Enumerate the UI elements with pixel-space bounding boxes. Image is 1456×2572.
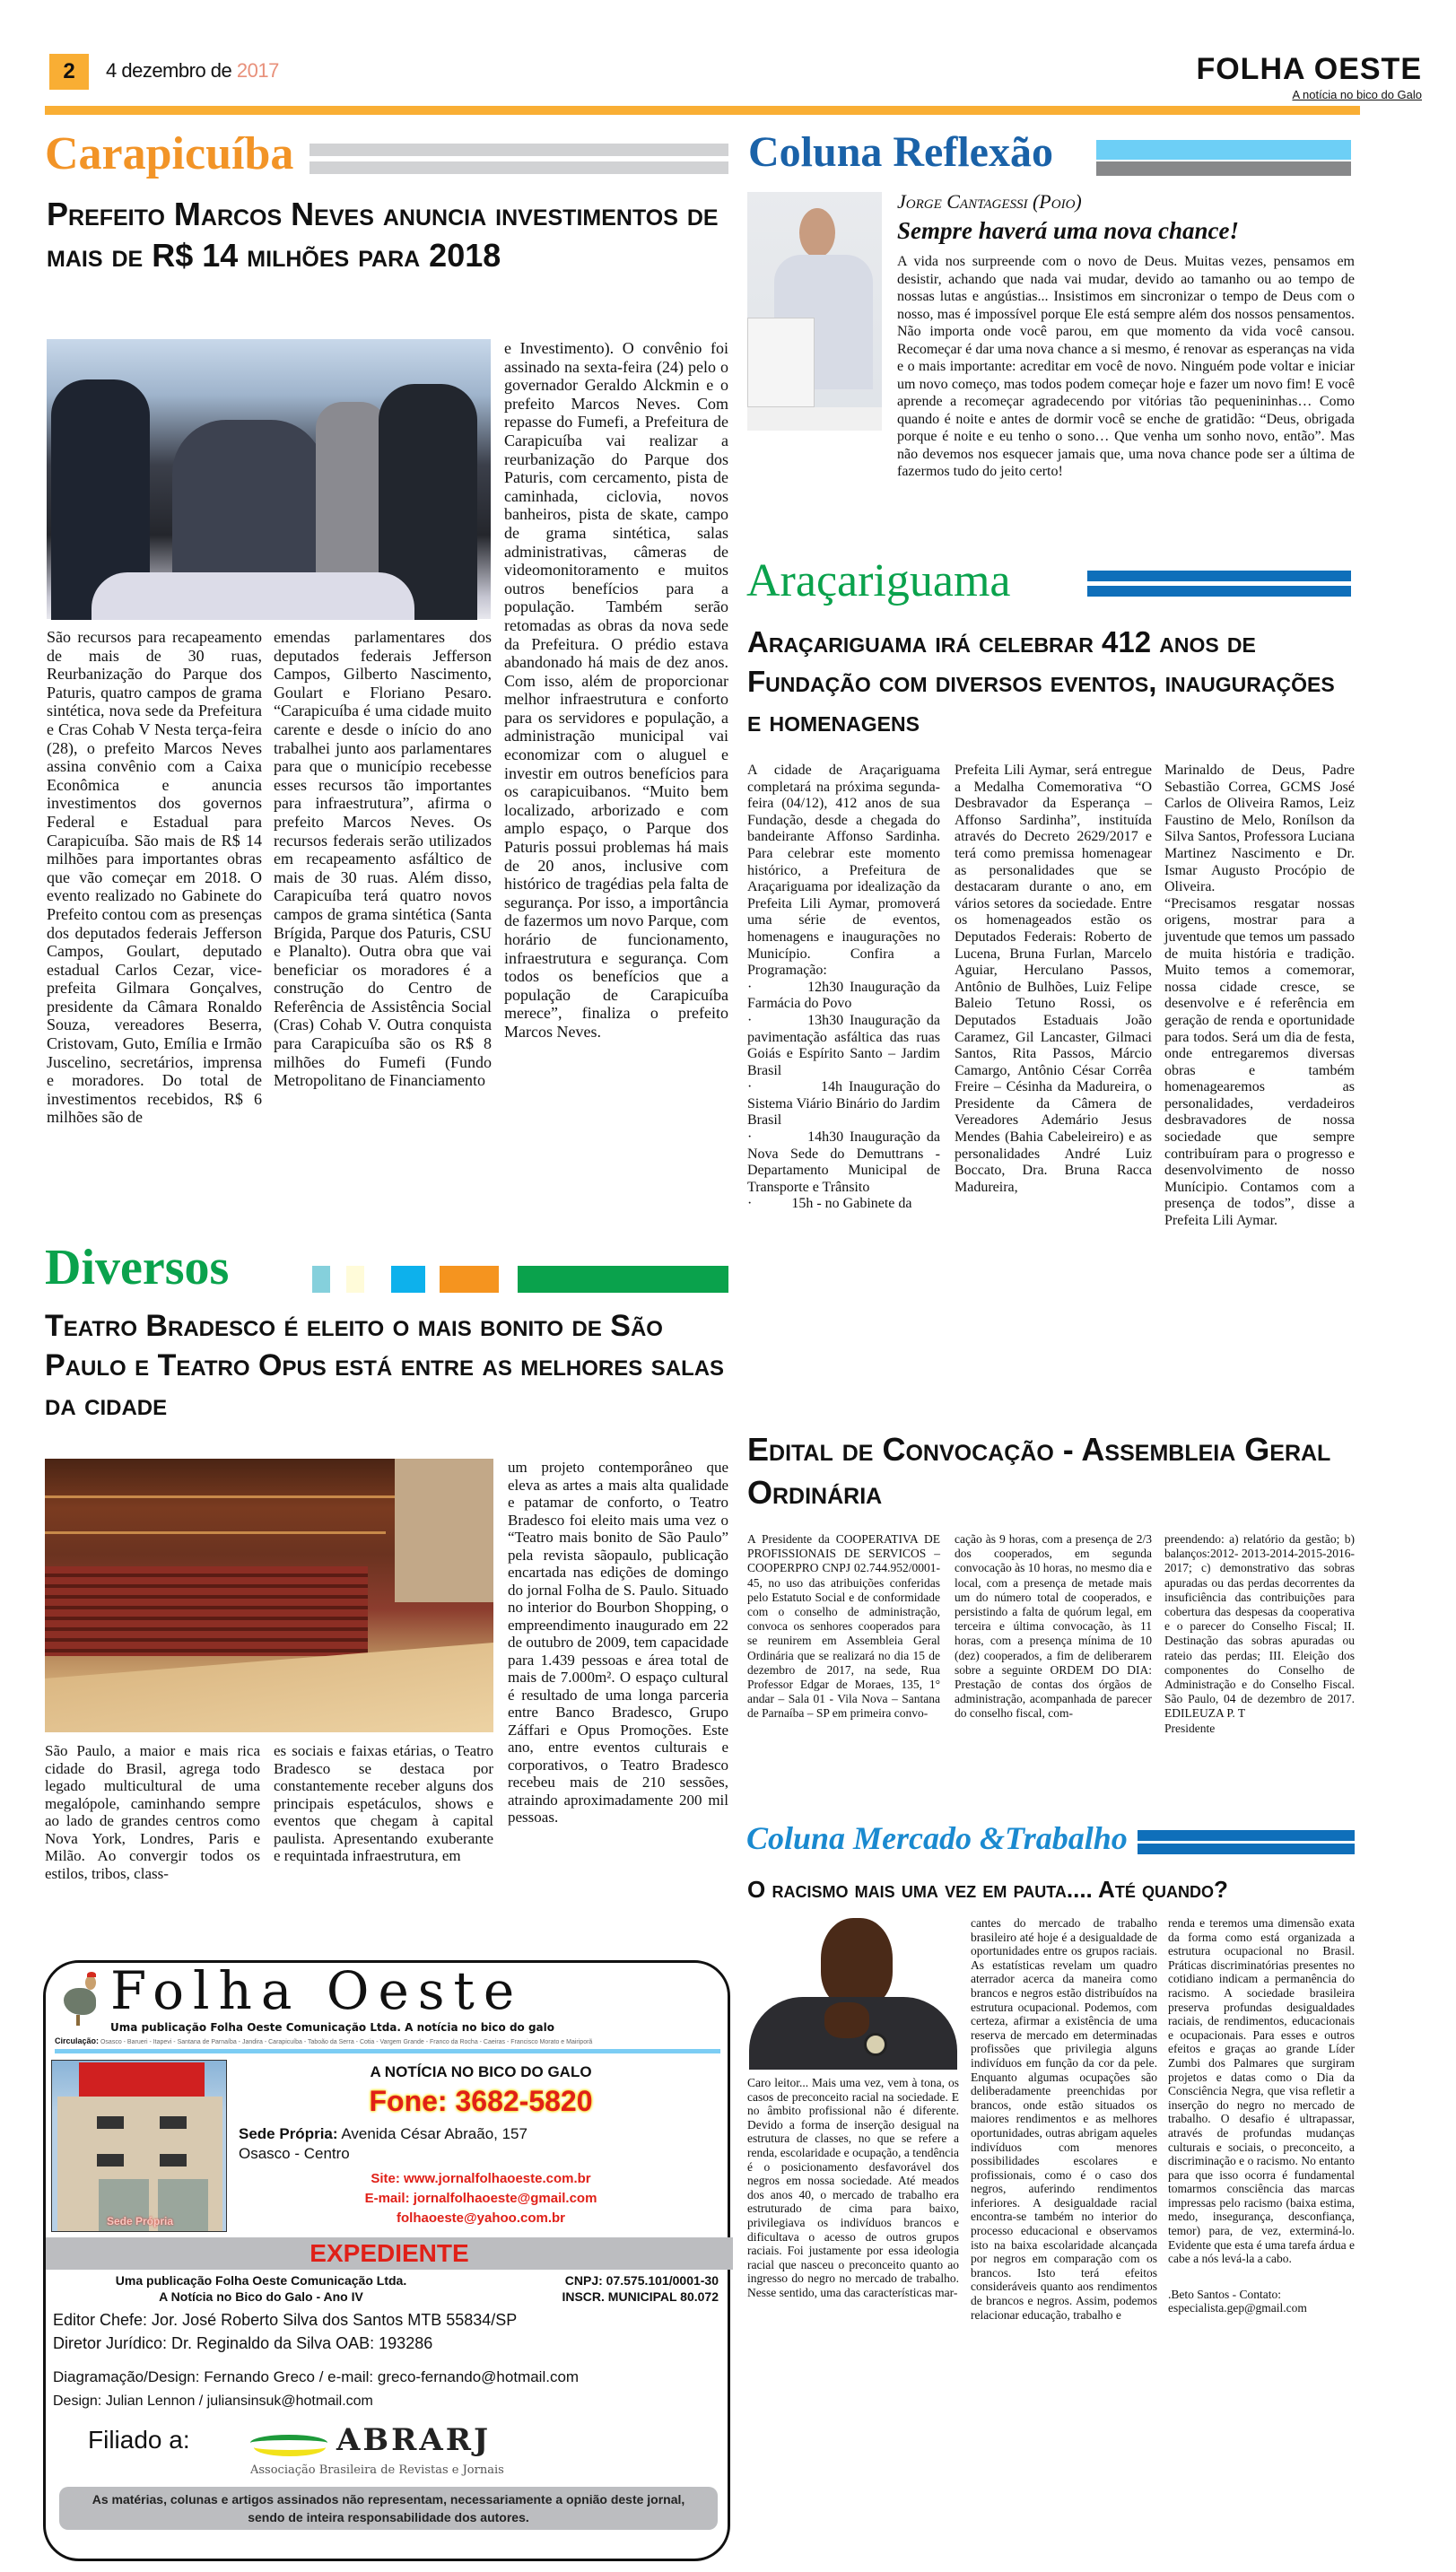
schedule-text: 12h30 Inauguração da Farmácia do Povo [747,979,941,1012]
stage-floor [45,1643,493,1732]
photo-columnist [747,1916,959,2070]
window [160,2116,187,2129]
email-link[interactable]: E-mail: jornalfolhaoeste@gmail.com [364,2191,597,2206]
article-col1-diversos: São Paulo, a maior e mais rica cidade do Brasil, agrega todo legado multicultural de uma megalópole, caminhando sempre ao lado de grandes centros como Nova York, Londres, Paris e Milão. Ao convergir todos os estilos, tribos, class- [45,1742,260,1882]
article-col2-diversos: es sociais e faixas etárias, o Teatro Bradesco se destaca por constantemente receber alguns dos principais espetáculos, shows e eventos que chegam à capital paulista. Apresentando exuberante e requintada infraestrutura, em [274,1742,493,1864]
intro-paragraph: A cidade de Araçariguama completará na próxima segunda-feira (04/12), 412 anos de sua Fundação, desde a chegada do bandeirante Affonso Sardinha. Para celebrar este momento histórico, a Prefeitura de Araçariguama por idealização da Prefeita Lili Aymar, promoverá uma série de eventos, homenagens e inaugurações no Município. Confira a Programação: [747,763,940,979]
ad-blue-rule [55,2049,720,2053]
abrarj-name: ABRARJ [336,2422,492,2458]
building-roof [79,2062,205,2097]
portrait-face [821,1918,893,2008]
exp-inscr: INSCR. MUNICIPAL 80.072 [562,2289,719,2304]
seating-rows [45,1566,368,1656]
edital-signature-role: Presidente [1164,1721,1216,1735]
bullet: · [747,1196,792,1212]
address-line-1 [239,2124,723,2144]
ad-publisher-line: Uma publicação Folha Oeste Comunicação Ltda. A notícia no bico do galo [110,2021,555,2034]
address-street: Avenida César Abraão, 157 [341,2125,527,2142]
bullet: · [747,979,808,995]
email-link-2[interactable]: folhaoeste@yahoo.com.br [397,2210,565,2226]
mercado-col1: Caro leitor... Mais uma vez, vem à tona, os casos de preconceito racial na sociedade. E no âmbito profissional não é diferente. Devido a forma de inserção desigual na estrutura de classes, no que se refere a renda, escolaridade e ocupação, a tendência é o posicionamento desfavorável dos negros em nossa sociedade. Até meados dos anos 40, o mercado de trabalho era estruturado de cima para baixo, privilegiava os indivíduos brancos e dificultava o acesso de outros grupos raciais. Foi justamente por essa ideologia racial que nasceu o preconceito quanto ao ingresso do negro no mercado de trabalho. Nesse sentido, uma das características mar- [747,2076,959,2299]
ad-circulation [55,2036,720,2047]
exp-editor: Editor Chefe: Jor. José Roberto Silva dos Santos MTB 55834/SP [53,2311,518,2329]
rooster-legs [76,2015,80,2026]
color-swatch [518,1266,728,1293]
issue-date [106,59,279,83]
site-link[interactable]: Site: www.jornalfolhaoeste.com.br [371,2171,591,2186]
article-col1-carapicuiba: São recursos para recapeamento de mais de 30 ruas, Reurbanização do Parque dos Paturis, quatro campos de grama sintética, nova sede da Prefeitura e Cras Cohab V Nesta terça-feira (28), o prefeito Marcos Neves assina convênio com a Caixa Econômica e anuncia investimentos dos governos Federal e Estadual para Carapicuíba. São mais de R$ 14 milhões para importantes obras que vão começar em 2018. O evento realizado no Gabinete do Prefeito contou com as presenças dos deputados federais Jefferson Campos, Goulart, deputado estadual Carlos Cezar, vice-prefeita Gilmara Gonçalves, presidente da Câmara Ronaldo Souza, vereadores Beserra, Cristovam, Guto, Emília e Irmão Juscelino, secretários, imprensa e moradores. Do total de investimentos recebidos, R$ 6 milhões são de [47,628,262,1127]
desk [747,407,882,431]
abrarj-full: Associação Brasileira de Revistas e Jornais [250,2463,504,2477]
rooster-comb [87,1972,96,1977]
columnist-name: Jorge Cantagessi (Poio) [897,190,1082,213]
bullet: · [747,1129,808,1146]
section-bar [310,161,728,174]
rooster-body [64,1988,96,2015]
mercado-col3 [1168,1916,1355,2566]
building-caption: Sede Própria [106,2215,174,2228]
photo-columnist-reflexao [747,192,882,431]
ad-box [43,1960,730,2561]
column-body-reflexao [897,253,1355,479]
portrait-watch [864,2033,887,2056]
section-bar [310,144,728,156]
paragraph: Marinaldo de Deus, Padre Sebastião Correa, GCMS José Carlos de Oliveira Ramos, Leiz Faustino de Melo, Ronílson da Silva Santos, Professora Luciana Martinez Nascimento e Dr. Ismar Augusto Procópio de Oliveira. [1164,763,1355,895]
section-bar [1096,161,1351,176]
photo-signing-ceremony [47,339,491,619]
laptop [747,318,815,407]
article-col3-carapicuiba: e Investimento). O convênio foi assinado na sexta-feira (24) pelo o governador Geraldo Alckmin e o prefeito Marcos Neves. Com repasse do Fumefi, a Prefeitura de Carapicuíba vai realizar a reurbanização do Parque dos Paturis, com cercamento, pista de caminhada, ciclovia, novos banheiros, pista de skate, campo de grama sintética, salas administrativas, câmeras de videomonitoramento e muitos outros benefícios para a população. Também serão retomadas as obras da nova sede da Prefeitura. O prédio estava abandonado há mais de dez anos. Com isso, além de proporcionar melhor infraestrutura e conforto para os servidores e população, a administração municipal vai economizar com o aluguel e investir em outros benefícios para os carapicuibanos. “Muito bem localizado, arborizado e com amplo espaço, o Parque dos Paturis possui problemas há mais de 20 anos, inclusive com histórico de tragédias pela falta de segurança. Por isso, a importância de fazermos um novo Parque, com horário de funcionamento, infraestrutura e segurança. Com todos os benefícios que a população de Carapicuíba merece”, finaliza o prefeito Marcos Neves. [504,339,728,1041]
mercado-col3-text: renda e teremos uma dimensão exata da forma como está organizada a estrutura ocupacional no Brasil. Práticas discriminatórias presentes no cotidiano indicam a permanência do racismo. A sociedade brasileira preserva profundas desigualdades raciais, de rendimentos, educacionais e ocupacionais. Para esses e outros efeitos e graças ao grande Líder Zumbi dos Palmares que surgiram projetos e datas como o Dia da Consciência Negra, que visa refletir a inserção do negro no mercado de trabalho. O desafio é ultrapassar, através de profundas mudanças culturais e sociais, o preconceito, a discriminação e o racismo. No entanto para que isso ocorra é fundamental tomarmos consciência das marcas impressas pelo racismo (baixa estima, medo, insegurança, desconfiança, temor) para, de vez, exterminá-lo. Evidente que esta é uma tarefa árdua e cabe a nós levá-la a cabo. [1168,1916,1356,2266]
bullet: · [747,1012,808,1028]
headline-carapicuiba: Prefeito Marcos Neves anuncia investimentos de mais de R$ 14 milhões para 2018 [47,196,719,274]
date-prefix: 4 dezembro de [106,59,237,82]
paragraph: “Precisamos resgatar nossas origens, mostrar para a juventude que temos um passado de muita história e tradição. Muito temos a comemorar, nossa cidade cresce, se desenvolve e é referência em geração de renda e oportunidade para todos. Será um dia de festa, onde entregaremos diversas obras e também homenagearemos as personalidades, verdadeiros desbravadores de nossa sociedade que sempre contribuíram para o progresso e desenvolvimento de nosso Munícipio. Contamos com a presença de todos”, disse a Prefeita Lili Aymar. [1164,895,1355,1229]
page-number: 2 [49,54,89,90]
schedule-text: 14h30 Inauguração da Nova Sede do Demuttrans - Departamento Municipal de Transporte e Trânsito [747,1129,941,1195]
schedule-item [747,1196,940,1213]
window [97,2116,124,2129]
schedule-item [747,1079,940,1129]
edital-col2: cação às 9 horas, com a presença de 2/3 dos cooperados, em segunda convocação às 10 horas, no mesmo dia e local, com a presença de metade mais um do número total de cooperados, e persistindo a falta de quórum legal, em terceira e última convocação, às 11 horas, com a presença mínima de 10 (dez) cooperados, a fim de deliberarem sobre a seguinte ORDEM DO DIA: Prestação de contas dos órgãos de administração, acompanhada de parecer do conselho fiscal, com- [955,1532,1152,1721]
section-bar [1087,571,1351,581]
section-title-aracariguama: Araçariguama [746,555,1011,606]
column-body-text: A vida nos surpreende com o novo de Deus. Muitas vezes, pensamos em desistir, achando que nada vai mudar, devido ao tamanho ou ao tempo de nossas lutas e angústias... Insistimos em sincronizar o tempo de Deus com o nosso, mas é impossível porque Ele está sempre além dos nossos pensamentos. Não importa onde você parou, em que momento da vida você cansou. Recomeçar é dar uma nova chance a si mesmo, é renovar as esperanças na vida e o mais importante: acreditar em você de novo. Ninguém pode voltar e iniciar um novo começo, mas todos podem começar hoje e fazer um novo fim! E você aprende a recomeçar agradecendo por vitórias tão pequenininhas… Como quando é noite e antes de dormir você se enche de gratidão: “Deus, obrigada porque é noite e eu tenho o sono… Que venha um sonho novo, então”. Mas não devemos nos esquecer jamais que, uma nova chance pode ser a última de fazermos tudo do jeito certo! [897,254,1355,479]
section-title-diversos: Diversos [45,1240,230,1295]
article-col2-carapicuiba: emendas parlamentares dos deputados federais Jefferson Campos, Gilberto Nascimento, Goulart e Floriano Pesaro. “Carapicuíba é uma cidade muito carente e desde o início do ano trabalhei junto aos parlamentares para que o município recebesse esses recursos tão importantes para infraestrutura”, afirma o prefeito Marcos Neves. Os recursos federais serão utilizados em recapeamento asfáltico de mais de 30 ruas. Além disso, Carapicuíba terá quatro novos campos de grama sintética (Santa Brígida, Parque dos Paturis, CSU e Planalto). Outra obra que vai beneficiar os moradores é a construção do Centro de Referência de Assistência Social (Cras) Cohab V. Outra conquista para Carapicuíba são os R$ 8 milhões do Fumefi (Fundo Metropolitano de Financiamento [274,628,492,1090]
section-title-reflexao: Coluna Reflexão [748,128,1053,176]
section-bar [1096,140,1351,160]
edital-col1: A Presidente da COOPERATIVA DE PROFISSIONAIS DE SERVICOS – COOPERPRO CNPJ 02.744.952/0001-45, no uso das atribuições conferidas pelo Estatuto Social e de conformidade com o conselho de administração, convoca os senhores cooperados para se reunirem em Assembleia Geral Ordinária que se realizará no dia 15 de dezembro de 2017, na sede, Rua Professor Edgar de Moraes, 135, 1° andar – Sala 01 - Vila Nova – Santana de Parnaíba – SP em primeira convo- [747,1532,940,1721]
section-bar [1087,586,1351,597]
color-swatch [391,1266,425,1293]
color-swatch [440,1266,499,1293]
exp-diagramacao: Diagramação/Design: Fernando Greco / e-mail: greco-fernando@hotmail.com [53,2368,580,2385]
mercado-col2: cantes do mercado de trabalho brasileiro até hoje é a desigualdade de oportunidades entre os grupos raciais. As estatísticas revelam um quadro aterrador acerca da maneira como brancos e negros estão distribuídos na estrutura ocupacional. Podemos, com certeza, afirmar a existência de uma reserva de mercado em determinadas profissões que privilegia alguns indivíduos em função da cor da pele. Enquanto algumas ocupações são deliberadamente preenchidas por brancos, onde estão situados os maiores rendimentos e as melhores oportunidades, outras abrigam aqueles indivíduos com menores possibilidades escolares e profissionais, como é o caso dos negros, auferindo rendimentos inferiores. A desigualdade racial encontra-se também no interior do processo educacional e observamos isto na baixa escolaridade alcançada por negros em comparação com os brancos. Isto terá efeitos consideráveis quanto aos rendimentos de brancos e negros. Assim, podemos relacionar educação, trabalho e [971,1916,1157,2322]
exp-design: Design: Julian Lennon / juliansinsuk@hotmail.com [53,2393,373,2409]
rooster-icon [62,1972,100,2026]
rooster-head [85,1975,96,1990]
photo-theater-auditorium [45,1459,493,1732]
column-title: Sempre haverá uma nova chance! [897,217,1239,244]
ad-address [239,2124,723,2164]
date-year: 2017 [236,59,279,82]
section-bar [1138,1830,1355,1841]
portrait-hand [824,2002,869,2038]
abrarj-logo-icon [250,2426,331,2460]
photo-headquarters [51,2060,227,2232]
schedule-text: 13h30 Inauguração da pavimentação asfáltica das ruas Goiás e Espírito Santo – Jardim Brasil [747,1012,941,1078]
masthead-tagline: A notícia no bico do Galo [1292,88,1422,101]
article-col3-aracariguama [1164,763,1355,1417]
article-col3-diversos: um projeto contemporâneo que eleva as artes a mais alta qualidade e patamar de conforto, o Teatro Bradesco foi eleito mais uma vez o “Teatro mais bonito de São Paulo” pela revista sãopaulo, publicação encartada nas edições de domingo do jornal Folha de S. Paulo. Situado no interior do Bourbon Shopping, o empreendimento inaugurado em 22 de outubro de 2009, tem capacidade para 1.439 pessoas e área total de mais de 7.000m². O espaço cultural é resultado de uma longa parceria entre Banco Bradesco, Grupo Záffari e Opus Promoções. Este ano, entre eventos culturais e corporativos, o Teatro Bradesco recebeu mais de 210 sessões, atraindo aproximadamente 200 mil pessoas. [508,1459,728,1826]
ad-logo-text: Folha Oeste [110,1960,524,2021]
color-swatch [346,1266,364,1293]
edital-col3 [1164,1532,1355,1806]
section-title-carapicuiba: Carapicuíba [45,128,294,179]
masthead-brand: FOLHA OESTE [1196,52,1422,86]
circulation-label: Circulação: [55,2036,100,2045]
article-col1-aracariguama [747,763,940,1417]
disclaimer-text: As matérias, colunas e artigos assinados não representam, necessariamente a opnião deste jornal, sendo de inteira responsabilidade dos autores. [92,2492,685,2524]
schedule-item [747,1129,940,1196]
bullet: · [747,1079,821,1095]
ad-phone: Fone: 3682-5820 [369,2085,593,2117]
headline-aracariguama: Araçariguama irá celebrar 412 anos de Fundação com diversos eventos, inaugurações e homenagens [747,625,1335,737]
schedule-item [747,980,940,1013]
address-city: Osasco - Centro [239,2145,350,2162]
portrait-head [799,208,835,257]
side-wall [395,1459,493,1602]
header-divider [45,106,1360,115]
headline-diversos: Teatro Bradesco é eleito o mais bonito de São Paulo e Teatro Opus está entre as melhores salas da cidade [45,1309,725,1422]
ad-contacts [239,2169,723,2228]
headline-edital: Edital de Convocação - Assembleia Geral Ordinária [747,1431,1331,1511]
mercado-signature: .Beto Santos - Contato: especialista.gep@gmail.com [1168,2287,1307,2315]
window [160,2154,187,2167]
exp-legal: Diretor Jurídico: Dr. Reginaldo da Silva OAB: 193286 [53,2334,433,2352]
article-col2-aracariguama: Prefeita Lili Aymar, será entregue a Medalha Comemorativa “O Desbravador da Esperança – Affonso Sardinha”, instituída através do Decreto 2629/2017 e terá como premissa homenagear as personalidades que se destacaram durante o ano, em vários setores da sociedade. Entre os homenageados estão os Deputados Federais: Roberto de Lucena, Bruna Furlan, Marcelo Aguiar, Herculano Passos, Antônio de Bulhões, Luiz Felipe Baleio Tetuno Rossi, os Deputados Estaduais João Caramez, Gil Lancaster, Gilmaci Santos, Rita Passos, Márcio Camargo, Antônio César Corrêa Freire – Césinha da Madureira, o Presidente da Câmera de Vereadores Ademário Jesus Mendes (Bahia Cabeleireiro) e as personalidades André Luiz Boccato, Dra. Bruna Racca Madureira, [955,763,1152,1195]
section-bar [1138,1844,1355,1854]
exp-publisher: Uma publicação Folha Oeste Comunicação Ltda. [115,2273,407,2288]
section-title-mercado: Coluna Mercado &Trabalho [746,1820,1128,1856]
expediente-title: EXPEDIENTE [310,2239,469,2267]
schedule-text: 14h Inauguração do Sistema Viário Binário do Jardim Brasil [747,1079,941,1129]
filiado-label: Filiado a: [88,2426,190,2454]
logo-swoosh-yellow [254,2438,326,2456]
exp-cnpj: CNPJ: 07.575.101/0001-30 [564,2273,719,2288]
schedule-item [747,1013,940,1079]
edital-col3-text: preendendo: a) relatório da gestão; b) balanços:2012- 2013-2014-2015-2016- 2017; c) demonstrativo das sobras apuradas ou das perdas decorrentes da insuficiência das contribuições para cobertura das despesas da cooperativa e o parecer do Conselho Fiscal; II. Destinação das sobras apuradas ou rateio das perdas; III. Eleição dos componentes do Conselho de Administração e do Conselho Fiscal. São Paulo, 04 de dezembro de 2017. EDILEUZA P. T [1164,1532,1355,1721]
headline-mercado: O racismo mais uma vez em pauta.... Até quando? [747,1876,1228,1903]
schedule-text: 15h - no Gabinete da [791,1196,912,1212]
table-cloth [92,572,414,620]
ad-slogan: A NOTÍCIA NO BICO DO GALO [370,2063,592,2080]
color-swatch [312,1266,330,1293]
balcony-tier [45,1521,386,1534]
exp-edition: A Notícia no Bico do Galo - Ano IV [159,2289,363,2304]
address-label: Sede Própria: [239,2125,338,2142]
window [97,2154,124,2167]
circulation-list: Osasco - Barueri - Itapevi - Santana de Parnaíba - Jandira - Carapicuíba - Taboão da Serra - Cotia - Vargem Grande - Franco da Rocha - Caeiras - Francisco Morato e Mairiporã [100,2039,593,2045]
